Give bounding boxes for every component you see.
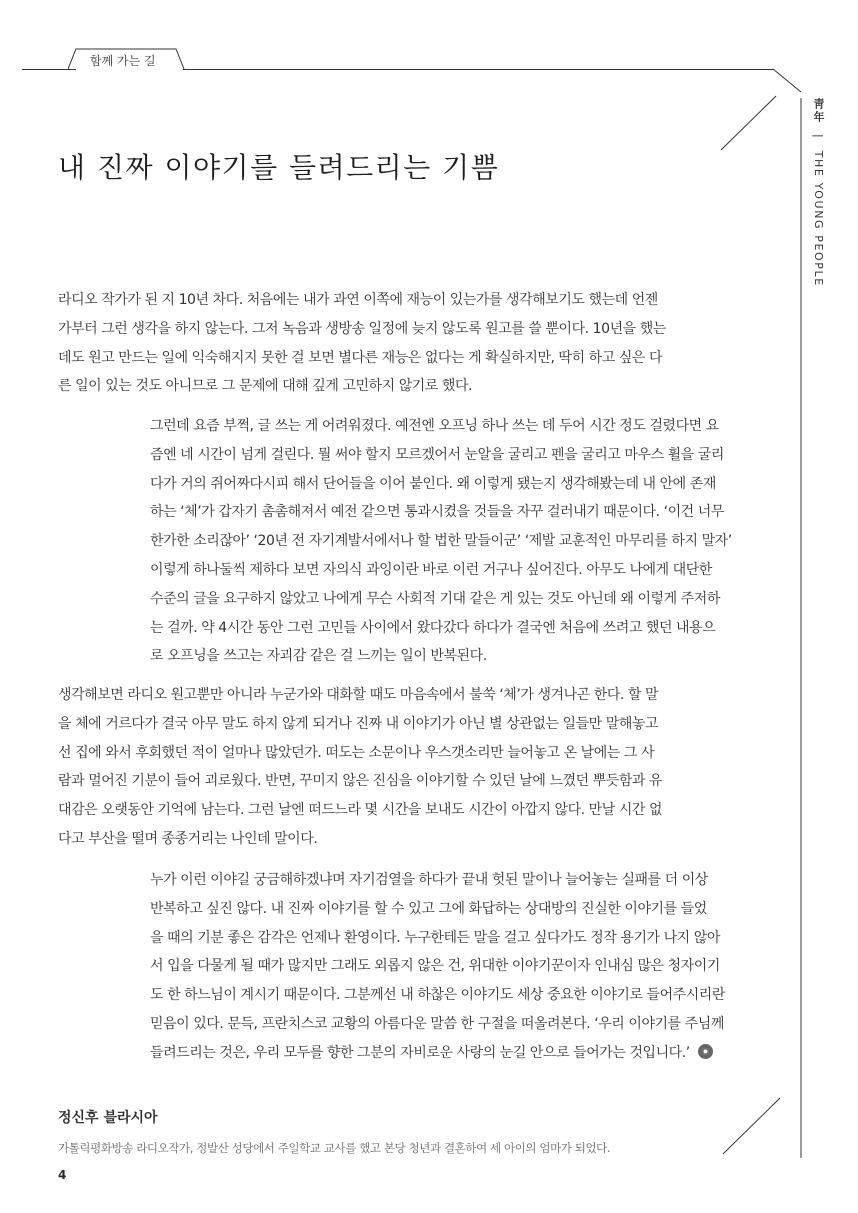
side-label-hanja: 靑年 bbox=[812, 98, 825, 124]
paragraph-line: 대감은 오랫동안 기억에 남는다. 그런 날엔 떠드느라 몇 시간을 보내도 시간이 아깝지 않다. 만날 시간 없 bbox=[58, 802, 663, 819]
paragraph-line: 라디오 작가가 된 지 10년 차다. 처음에는 내가 과연 이쪽에 재능이 있는가를 생각해보기도 했는데 언젠 bbox=[58, 292, 658, 308]
paragraph-line: 다가 거의 쥐어짜다시피 해서 단어들을 이어 붙인다. 왜 이렇게 됐는지 생각해봤는데 내 안에 존재 bbox=[150, 475, 716, 492]
corner-diagonal-top bbox=[773, 69, 801, 92]
paragraph-line: 도 한 하느님이 계시기 때문이다. 그분께선 내 하찮은 이야기도 세상 중요한 이야기로 들어주시리란 bbox=[150, 987, 725, 1004]
paragraph-line: 그런데 요즘 부쩍, 글 쓰는 게 어려워졌다. 예전엔 오프닝 하나 쓰는 데 두어 시간 정도 걸렸다면 요 bbox=[150, 418, 719, 434]
paragraph-line: 선 집에 와서 후회했던 적이 얼마나 많았던가. 떠도는 소문이나 우스갯소리만 늘어놓고 온 날에는 그 사 bbox=[58, 744, 655, 761]
paragraph-line: 들려드리는 것은, 우리 모두를 향한 그분의 자비로운 사랑의 눈길 안으로 들어가는 것입니다.’ bbox=[150, 1039, 725, 1068]
paragraph-line: 로 오프닝을 쓰고는 자괴감 같은 걸 느끼는 일이 반복된다. bbox=[150, 648, 487, 665]
paragraph-line: 즘엔 네 시간이 넘게 걸린다. 뭘 써야 할지 모르겠어서 눈알을 굴리고 펜을 굴리고 마우스 휠을 굴리 bbox=[150, 446, 724, 463]
paragraph-line: 다고 부산을 떨며 종종거리는 나인데 말이다. bbox=[58, 830, 318, 847]
article-title: 내 진짜 이야기를 들려드리는 기쁨 bbox=[58, 151, 500, 184]
author-name: 정신후 블라시아 bbox=[58, 1110, 158, 1126]
paragraph-3 bbox=[58, 681, 662, 854]
paragraph-line: 한가한 소리잖아’ ‘20년 전 자기계발서에서나 할 법한 말들이군’ ‘제발 교훈적인 마무리를 하지 말자’ bbox=[150, 533, 732, 550]
paragraph-line: 른 일이 있는 것도 아니므로 그 문제에 대해 깊게 고민하지 않기로 했다. bbox=[58, 378, 473, 395]
paragraph-line: 반복하고 싶진 않다. 내 진짜 이야기를 할 수 있고 그에 화답하는 상대방의 진실한 이야기를 들었 bbox=[150, 900, 707, 917]
paragraph-1 bbox=[58, 286, 666, 401]
diagonal-stroke-top bbox=[721, 96, 776, 150]
diagonal-stroke-bottom bbox=[723, 1098, 780, 1154]
side-label-english: THE YOUNG PEOPLE bbox=[812, 150, 825, 287]
paragraph-4 bbox=[150, 866, 725, 1068]
paragraph-line: 는 걸까. 약 4시간 동안 그런 고민들 사이에서 왔다갔다 하다가 결국엔 처음에 쓰려고 했던 내용으 bbox=[150, 619, 716, 636]
author-bio: 가톨릭평화방송 라디오작가, 정발산 성당에서 주일학교 교사를 했고 본당 청년과 결혼하여 세 아이의 엄마가 되었다. bbox=[58, 1141, 611, 1155]
paragraph-line: 람과 멀어진 기분이 들어 괴로웠다. 반면, 꾸미지 않은 진심을 이야기할 수 있던 날에 느꼈던 뿌듯함과 유 bbox=[58, 773, 663, 790]
paragraph-line: 을 체에 거르다가 결국 아무 말도 하지 않게 되거나 진짜 내 이야기가 아닌 별 상관없는 일들만 말해놓고 bbox=[58, 715, 659, 732]
section-label: 함께 가는 길 bbox=[90, 54, 156, 68]
paragraph-line: 서 입을 다물게 될 때가 많지만 그래도 외롭지 않은 건, 위대한 이야기꾼이자 인내심 많은 청자이기 bbox=[150, 958, 720, 975]
paragraph-line: 을 때의 기분 좋은 감각은 언제나 환영이다. 누구한테든 말을 걸고 싶다가도 정작 용기가 나지 않아 bbox=[150, 929, 720, 946]
paragraph-2 bbox=[150, 412, 732, 671]
paragraph-line: 생각해보면 라디오 원고뿐만 아니라 누군가와 대화할 때도 마음속에서 불쑥 ‘체’가 생겨나곤 한다. 할 말 bbox=[58, 687, 659, 703]
paragraph-line: 누가 이런 이야길 궁금해하겠냐며 자기검열을 하다가 끝내 헛된 말이나 늘어놓는 실패를 더 이상 bbox=[150, 872, 708, 888]
end-emblem-icon bbox=[698, 1044, 713, 1059]
paragraph-line: 이렇게 하나둘씩 제하다 보면 자의식 과잉이란 바로 이런 거구나 싶어진다. 아무도 나에게 대단한 bbox=[150, 561, 712, 578]
page-number: 4 bbox=[58, 1168, 67, 1182]
side-label-separator: | bbox=[812, 134, 825, 140]
paragraph-line: 하는 ‘체’가 갑자기 촘촘해져서 예전 같으면 통과시켰을 것들을 자꾸 걸러내기 때문이다. ‘이건 너무 bbox=[150, 504, 724, 521]
paragraph-line: 데도 원고 만드는 일에 익숙해지지 못한 걸 보면 별다른 재능은 없다는 게 확실하지만, 딱히 하고 싶은 다 bbox=[58, 349, 663, 366]
paragraph-line: 가부터 그런 생각을 하지 않는다. 그저 녹음과 생방송 일정에 늦지 않도록 원고를 쓸 뿐이다. 10년을 했는 bbox=[58, 320, 666, 337]
paragraph-line: 수준의 글을 요구하지 않았고 나에게 무슨 사회적 기대 같은 게 있는 것도 아닌데 왜 이렇게 주저하 bbox=[150, 590, 720, 607]
paragraph-line: 믿음이 있다. 문득, 프란치스코 교황의 아름다운 말씀 한 구절을 떠올려본다. ‘우리 이야기를 주님께 bbox=[150, 1015, 724, 1032]
magazine-side-label bbox=[806, 98, 826, 298]
